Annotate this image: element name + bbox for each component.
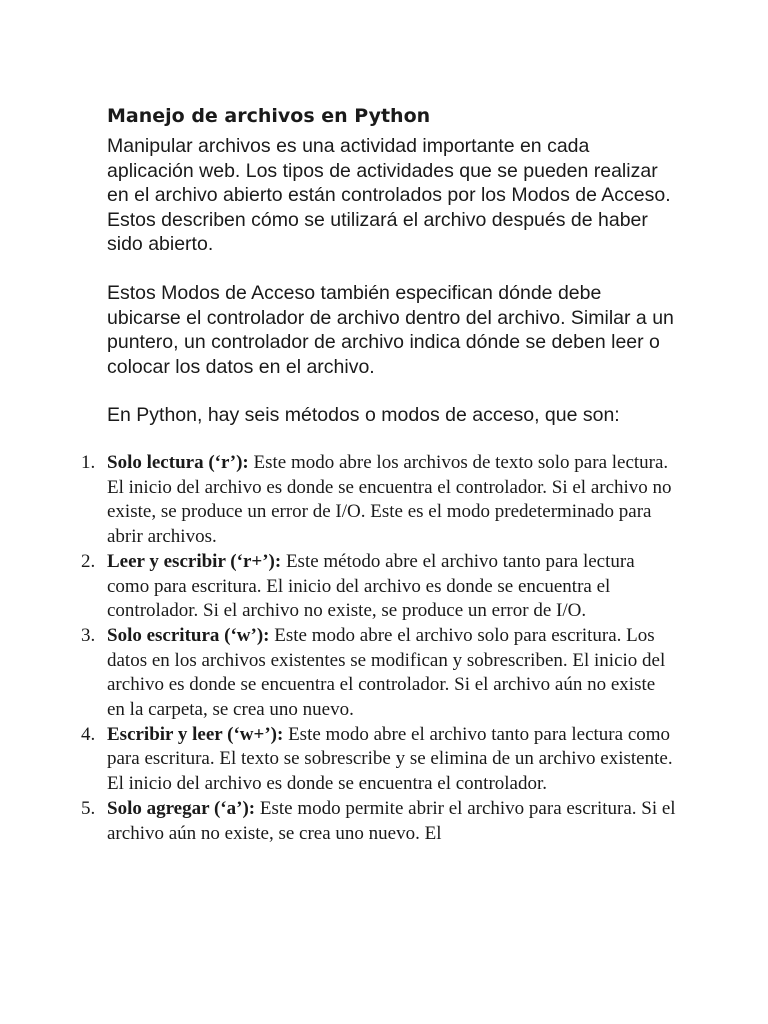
list-item <box>0 797 677 846</box>
mode-description: Este modo abre los archivos de texto solo para lectura. El inicio del archivo es donde se encuentra el controlador. Si el archivo no existe, se produce un error de I/O. Este es el modo predeterminado para abrir archivos. <box>107 452 672 548</box>
mode-description: Este modo permite abrir el archivo para escritura. Si el archivo aún no existe, se crea uno nuevo. El <box>107 797 676 844</box>
list-item <box>0 451 677 550</box>
list-item <box>0 624 677 723</box>
list-item-number: 1. <box>81 452 96 473</box>
mode-title: Solo agregar (‘a’): <box>107 797 256 819</box>
mode-description: Este método abre el archivo tanto para lectura como para escritura. El inicio del archivo es donde se encuentra el controlador. Si el archivo no existe, se produce un error de I/O. <box>107 550 635 622</box>
list-item-number: 3. <box>81 624 96 646</box>
document-heading: Manejo de archivos en Python <box>107 105 431 127</box>
mode-title: Solo lectura (‘r’): <box>107 452 249 473</box>
list-item <box>0 723 677 797</box>
mode-title: Solo escritura (‘w’): <box>107 624 270 646</box>
list-item <box>0 550 677 624</box>
mode-title: Escribir y leer (‘w+’): <box>107 723 284 745</box>
intro-paragraph: Manipular archivos es una actividad importante en cada aplicación web. Los tipos de actividades que se pueden realizar en el archivo abierto están controlados por los Modos de Acceso. Estos describen cómo se utilizará el archivo después de haber sido abierto. <box>107 135 671 255</box>
list-item-number: 4. <box>81 723 96 745</box>
mode-title: Leer y escribir (‘r+’): <box>107 550 282 572</box>
modes-intro-paragraph: En Python, hay seis métodos o modos de acceso, que son: <box>107 404 620 426</box>
access-modes-list <box>0 451 768 846</box>
mode-description: Este modo abre el archivo tanto para lectura como para escritura. El texto se sobrescribe y se elimina de un archivo existente. El inicio del archivo es donde se encuentra el controlador. <box>107 723 673 795</box>
mode-description: Este modo abre el archivo solo para escritura. Los datos en los archivos existentes se modifican y sobrescriben. El inicio del archivo es donde se encuentra el controlador. Si el archivo aún no existe en la carpeta, se crea uno nuevo. <box>107 624 666 721</box>
access-modes-paragraph: Estos Modos de Acceso también especifican dónde debe ubicarse el controlador de archivo dentro del archivo. Similar a un puntero, un controlador de archivo indica dónde se deben leer o colocar los datos en el archivo. <box>107 282 674 378</box>
list-item-number: 5. <box>81 797 96 819</box>
list-item-number: 2. <box>81 550 96 572</box>
